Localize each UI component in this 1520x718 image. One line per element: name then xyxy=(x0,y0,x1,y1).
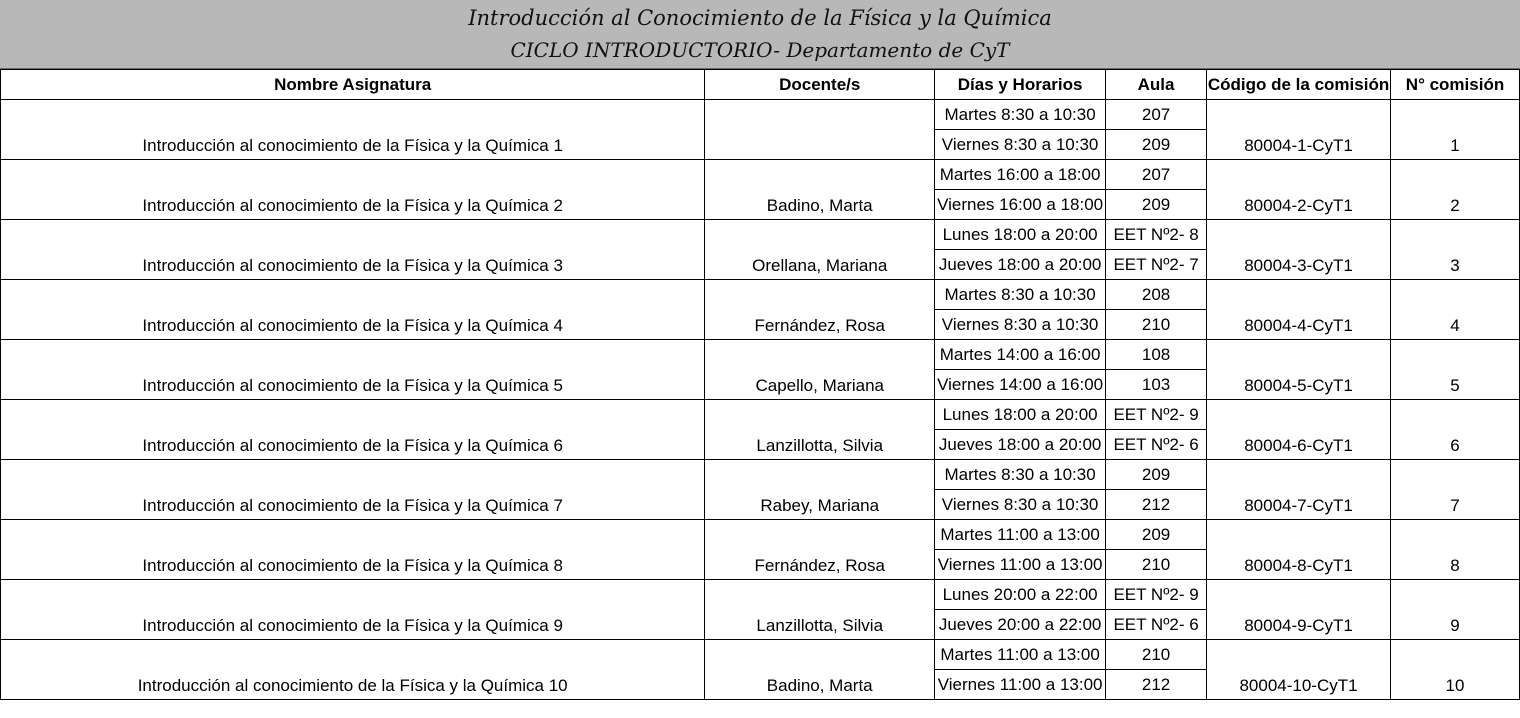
cell-numero[interactable]: 8 xyxy=(1391,520,1520,580)
header-row xyxy=(1,70,1520,100)
table-row xyxy=(1,460,1520,490)
cell-aula[interactable]: 108 xyxy=(1106,340,1207,370)
cell-codigo[interactable]: 80004-8-CyT1 xyxy=(1207,520,1391,580)
cell-aula[interactable]: EET Nº2- 9 xyxy=(1106,580,1207,610)
cell-aula[interactable]: 210 xyxy=(1106,550,1207,580)
cell-horario[interactable]: Viernes 8:30 a 10:30 xyxy=(935,490,1106,520)
cell-codigo[interactable]: 80004-6-CyT1 xyxy=(1207,400,1391,460)
cell-aula[interactable]: 212 xyxy=(1106,490,1207,520)
cell-aula[interactable]: 103 xyxy=(1106,370,1207,400)
cell-asignatura[interactable]: Introducción al conocimiento de la Física y la Química 3 xyxy=(1,220,705,280)
cell-horario[interactable]: Martes 14:00 a 16:00 xyxy=(935,340,1106,370)
cell-docente[interactable]: Lanzillotta, Silvia xyxy=(705,580,935,640)
cell-horario[interactable]: Martes 8:30 a 10:30 xyxy=(935,280,1106,310)
cell-codigo[interactable]: 80004-7-CyT1 xyxy=(1207,460,1391,520)
cell-horario[interactable]: Viernes 11:00 a 13:00 xyxy=(935,670,1106,700)
cell-docente[interactable]: Fernández, Rosa xyxy=(705,280,935,340)
cell-aula[interactable]: 207 xyxy=(1106,100,1207,130)
cell-asignatura[interactable]: Introducción al conocimiento de la Física y la Química 10 xyxy=(1,640,705,700)
column-header-aula[interactable]: Aula xyxy=(1106,70,1207,100)
cell-aula[interactable]: 208 xyxy=(1106,280,1207,310)
cell-horario[interactable]: Viernes 11:00 a 13:00 xyxy=(935,550,1106,580)
table-row xyxy=(1,400,1520,430)
cell-numero[interactable]: 7 xyxy=(1391,460,1520,520)
cell-numero[interactable]: 1 xyxy=(1391,100,1520,160)
cell-docente[interactable]: Fernández, Rosa xyxy=(705,520,935,580)
cell-aula[interactable]: 209 xyxy=(1106,520,1207,550)
cell-codigo[interactable]: 80004-4-CyT1 xyxy=(1207,280,1391,340)
cell-aula[interactable]: EET Nº2- 8 xyxy=(1106,220,1207,250)
table-row xyxy=(1,220,1520,250)
cell-codigo[interactable]: 80004-5-CyT1 xyxy=(1207,340,1391,400)
title-banner xyxy=(0,0,1520,69)
cell-asignatura[interactable]: Introducción al conocimiento de la Física y la Química 5 xyxy=(1,340,705,400)
cell-aula[interactable]: 210 xyxy=(1106,640,1207,670)
table-row xyxy=(1,100,1520,130)
cell-docente[interactable]: Lanzillotta, Silvia xyxy=(705,400,935,460)
table-row xyxy=(1,520,1520,550)
cell-docente[interactable]: Badino, Marta xyxy=(705,640,935,700)
page-title: Introducción al Conocimiento de la Física y la Química xyxy=(468,6,1052,30)
table-row xyxy=(1,340,1520,370)
table-row xyxy=(1,640,1520,670)
table-row xyxy=(1,580,1520,610)
cell-numero[interactable]: 5 xyxy=(1391,340,1520,400)
cell-horario[interactable]: Jueves 18:00 a 20:00 xyxy=(935,430,1106,460)
cell-aula[interactable]: 209 xyxy=(1106,190,1207,220)
cell-horario[interactable]: Viernes 16:00 a 18:00 xyxy=(935,190,1106,220)
cell-aula[interactable]: EET Nº2- 9 xyxy=(1106,400,1207,430)
cell-numero[interactable]: 6 xyxy=(1391,400,1520,460)
cell-codigo[interactable]: 80004-2-CyT1 xyxy=(1207,160,1391,220)
page-subtitle: CICLO INTRODUCTORIO- Departamento de CyT xyxy=(510,38,1010,62)
cell-aula[interactable]: 209 xyxy=(1106,460,1207,490)
cell-horario[interactable]: Lunes 18:00 a 20:00 xyxy=(935,220,1106,250)
cell-aula[interactable]: 210 xyxy=(1106,310,1207,340)
cell-numero[interactable]: 4 xyxy=(1391,280,1520,340)
cell-aula[interactable]: 207 xyxy=(1106,160,1207,190)
cell-horario[interactable]: Lunes 20:00 a 22:00 xyxy=(935,580,1106,610)
cell-horario[interactable]: Martes 11:00 a 13:00 xyxy=(935,640,1106,670)
cell-horario[interactable]: Viernes 8:30 a 10:30 xyxy=(935,130,1106,160)
cell-docente[interactable]: Orellana, Mariana xyxy=(705,220,935,280)
cell-aula[interactable]: 212 xyxy=(1106,670,1207,700)
cell-horario[interactable]: Jueves 20:00 a 22:00 xyxy=(935,610,1106,640)
column-header-codigo[interactable]: Código de la comisión xyxy=(1207,70,1391,100)
cell-horario[interactable]: Viernes 8:30 a 10:30 xyxy=(935,310,1106,340)
cell-horario[interactable]: Viernes 14:00 a 16:00 xyxy=(935,370,1106,400)
cell-horario[interactable]: Lunes 18:00 a 20:00 xyxy=(935,400,1106,430)
cell-docente[interactable] xyxy=(705,100,935,160)
cell-numero[interactable]: 2 xyxy=(1391,160,1520,220)
cell-docente[interactable]: Badino, Marta xyxy=(705,160,935,220)
cell-horario[interactable]: Jueves 18:00 a 20:00 xyxy=(935,250,1106,280)
schedule-table xyxy=(0,69,1520,700)
cell-asignatura[interactable]: Introducción al conocimiento de la Física y la Química 8 xyxy=(1,520,705,580)
cell-aula[interactable]: EET Nº2- 6 xyxy=(1106,430,1207,460)
column-header-horarios[interactable]: Días y Horarios xyxy=(935,70,1106,100)
cell-numero[interactable]: 9 xyxy=(1391,580,1520,640)
cell-asignatura[interactable]: Introducción al conocimiento de la Física y la Química 2 xyxy=(1,160,705,220)
table-row xyxy=(1,280,1520,310)
cell-asignatura[interactable]: Introducción al conocimiento de la Física y la Química 1 xyxy=(1,100,705,160)
cell-asignatura[interactable]: Introducción al conocimiento de la Física y la Química 4 xyxy=(1,280,705,340)
cell-numero[interactable]: 3 xyxy=(1391,220,1520,280)
cell-numero[interactable]: 10 xyxy=(1391,640,1520,700)
cell-horario[interactable]: Martes 16:00 a 18:00 xyxy=(935,160,1106,190)
cell-asignatura[interactable]: Introducción al conocimiento de la Física y la Química 9 xyxy=(1,580,705,640)
cell-docente[interactable]: Capello, Mariana xyxy=(705,340,935,400)
cell-codigo[interactable]: 80004-1-CyT1 xyxy=(1207,100,1391,160)
column-header-asignatura[interactable]: Nombre Asignatura xyxy=(1,70,705,100)
column-header-numero[interactable]: N° comisión xyxy=(1391,70,1520,100)
schedule-body xyxy=(1,100,1520,700)
cell-horario[interactable]: Martes 8:30 a 10:30 xyxy=(935,460,1106,490)
column-header-docente[interactable]: Docente/s xyxy=(705,70,935,100)
cell-aula[interactable]: 209 xyxy=(1106,130,1207,160)
cell-aula[interactable]: EET Nº2- 6 xyxy=(1106,610,1207,640)
cell-aula[interactable]: EET Nº2- 7 xyxy=(1106,250,1207,280)
cell-codigo[interactable]: 80004-10-CyT1 xyxy=(1207,640,1391,700)
cell-horario[interactable]: Martes 8:30 a 10:30 xyxy=(935,100,1106,130)
cell-codigo[interactable]: 80004-9-CyT1 xyxy=(1207,580,1391,640)
cell-codigo[interactable]: 80004-3-CyT1 xyxy=(1207,220,1391,280)
cell-horario[interactable]: Martes 11:00 a 13:00 xyxy=(935,520,1106,550)
cell-docente[interactable]: Rabey, Mariana xyxy=(705,460,935,520)
cell-asignatura[interactable]: Introducción al conocimiento de la Física y la Química 6 xyxy=(1,400,705,460)
table-row xyxy=(1,160,1520,190)
cell-asignatura[interactable]: Introducción al conocimiento de la Física y la Química 7 xyxy=(1,460,705,520)
